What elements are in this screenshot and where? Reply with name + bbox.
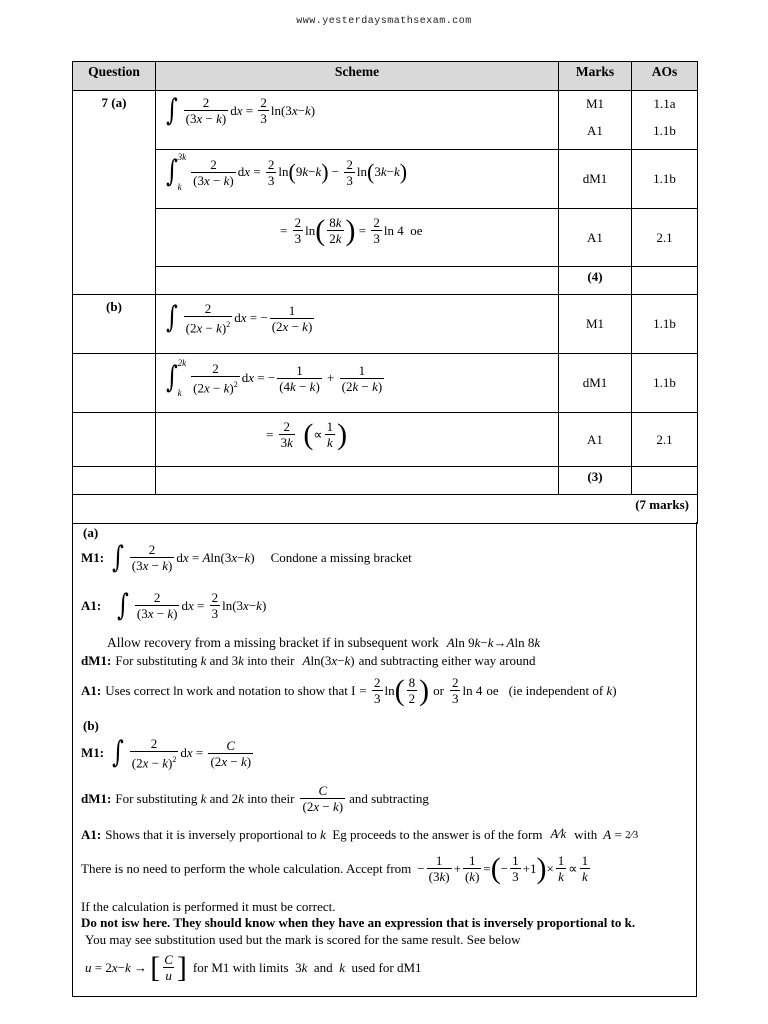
table-row bbox=[73, 495, 698, 524]
note-b-a1: A1: Shows that it is inversely proportional to k Eg proceeds to the answer is of the form A ⁄ k with A = 2 ⁄ 3 bbox=[81, 826, 639, 842]
scheme-a-step1: ∫ $\frac{2}{(3x - k)}$ d x = $\frac{2}{3}$ ln(3 x − k ) bbox=[156, 91, 559, 150]
scheme-b-step1: ∫ $\frac{2}{(2x - k)^2}$ d x = − $\frac{1}{(2x - k)}$ bbox=[156, 295, 559, 354]
table-row bbox=[73, 209, 698, 267]
note-a1-independent: A1: Uses correct ln work and notation to show that I = $\frac{2}{3}$ ln ( $\frac{8}{2}$ ) or $\frac{2}{3}$ ln 4 oe (ie independent of k ) bbox=[81, 673, 617, 707]
note-m1: M1: ∫ $\frac{2}{(3x - k)}$ d x = A ln(3 x − k ) Condone a missing bracket bbox=[81, 539, 412, 575]
marks-a-step2: dM1 bbox=[559, 150, 632, 209]
scheme-b-step3: = $\frac{2}{3k}$ ( ∝ $\frac{1}{k}$ ) bbox=[156, 413, 559, 467]
note-no-need: There is no need to perform the whole calculation. Accept from − $\frac{1}{(3k)}$ + $\frac{1}{(k)}$ = ( − $\frac{1}{3}$ +1 ) × $\frac{1}{k}$ ∝ $\frac{1}{k}$ bbox=[81, 851, 589, 885]
note-a1: A1: ∫ $\frac{2}{(3x - k)}$ d x = $\frac{2}{3}$ ln(3 x − k ) bbox=[81, 587, 267, 623]
aos-b-step2: 1.1b bbox=[632, 354, 698, 413]
scheme-a-step2: ∫ 3k k $\frac{2}{(3x - k)}$ d x = $\frac{2}{3}$ ln ( 9 k − k ) − $\frac{2}{3}$ ln ( 3 k − k ) bbox=[156, 150, 559, 209]
table-row bbox=[73, 467, 698, 495]
marks-a-step1: M1 A1 bbox=[559, 91, 632, 150]
table-header-row bbox=[73, 62, 698, 91]
aos-b-step1: 1.1b bbox=[632, 295, 698, 354]
site-url: www.yesterdaysmathsexam.com bbox=[296, 16, 472, 27]
aos-b-step3: 2.1 bbox=[632, 413, 698, 467]
header-marks: Marks bbox=[559, 62, 632, 91]
note-allow-recovery: Allow recovery from a missing bracket if in subsequent work A ln 9 k − k → A ln 8 k bbox=[107, 635, 541, 650]
note-b-dm1: dM1: For substituting k and 2 k into their $\frac{C}{(2x - k)}$ and subtracting bbox=[81, 783, 429, 814]
scheme-a-step3: = $\frac{2}{3}$ ln ( $\frac{8k}{2k}$ ) = $\frac{2}{3}$ ln 4 oe bbox=[156, 209, 559, 267]
aos-a-step2: 1.1b bbox=[632, 150, 698, 209]
table-row bbox=[73, 413, 698, 467]
header-aos: AOs bbox=[632, 62, 698, 91]
subtotal-a: (4) bbox=[559, 267, 632, 295]
scheme-b-step2: ∫ 2k k $\frac{2}{(2x - k)^2}$ d x = − $\frac{1}{(4k - k)}$ + $\frac{1}{(2k - k)}$ bbox=[156, 354, 559, 413]
table-row bbox=[73, 295, 698, 354]
subtotal-b: (3) bbox=[559, 467, 632, 495]
aos-a-step3: 2.1 bbox=[632, 209, 698, 267]
question-7b-label: (b) bbox=[73, 295, 156, 354]
table-row bbox=[73, 354, 698, 413]
notes-part-a: (a) bbox=[83, 525, 99, 540]
question-7a-label: 7 (a) bbox=[73, 91, 156, 295]
note-substitution: You may see substitution used but the mark is scored for the same result. See below bbox=[85, 932, 521, 947]
mark-scheme-table bbox=[72, 61, 698, 524]
note-do-not-isw: Do not isw here. They should know when they have an expression that is inversely proportional to k. bbox=[81, 915, 636, 930]
marks-b-step3: A1 bbox=[559, 413, 632, 467]
table-row bbox=[73, 91, 698, 150]
note-if-calc: If the calculation is performed it must be correct. bbox=[81, 899, 336, 914]
marking-notes bbox=[72, 522, 697, 997]
marks-b-step2: dM1 bbox=[559, 354, 632, 413]
notes-part-b: (b) bbox=[83, 718, 99, 733]
marks-a-step3: A1 bbox=[559, 209, 632, 267]
aos-a-step1: 1.1a 1.1b bbox=[632, 91, 698, 150]
note-dm1: dM1: For substituting k and 3 k into their A ln(3 x − k ) and subtracting either way around bbox=[81, 653, 536, 668]
grand-total: (7 marks) bbox=[73, 495, 698, 524]
table-row bbox=[73, 150, 698, 209]
table-row bbox=[73, 267, 698, 295]
header-scheme: Scheme bbox=[156, 62, 559, 91]
header-question: Question bbox=[73, 62, 156, 91]
marks-b-step1: M1 bbox=[559, 295, 632, 354]
note-b-m1: M1: ∫ $\frac{2}{(2x - k)^2}$ d x = $\frac{C}{(2x - k)}$ bbox=[81, 735, 252, 771]
note-substitution-formula: u = 2 x − k → [ $\frac{C}{u}$ ] for M1 with limits 3 k and k used for dM1 bbox=[85, 950, 422, 984]
